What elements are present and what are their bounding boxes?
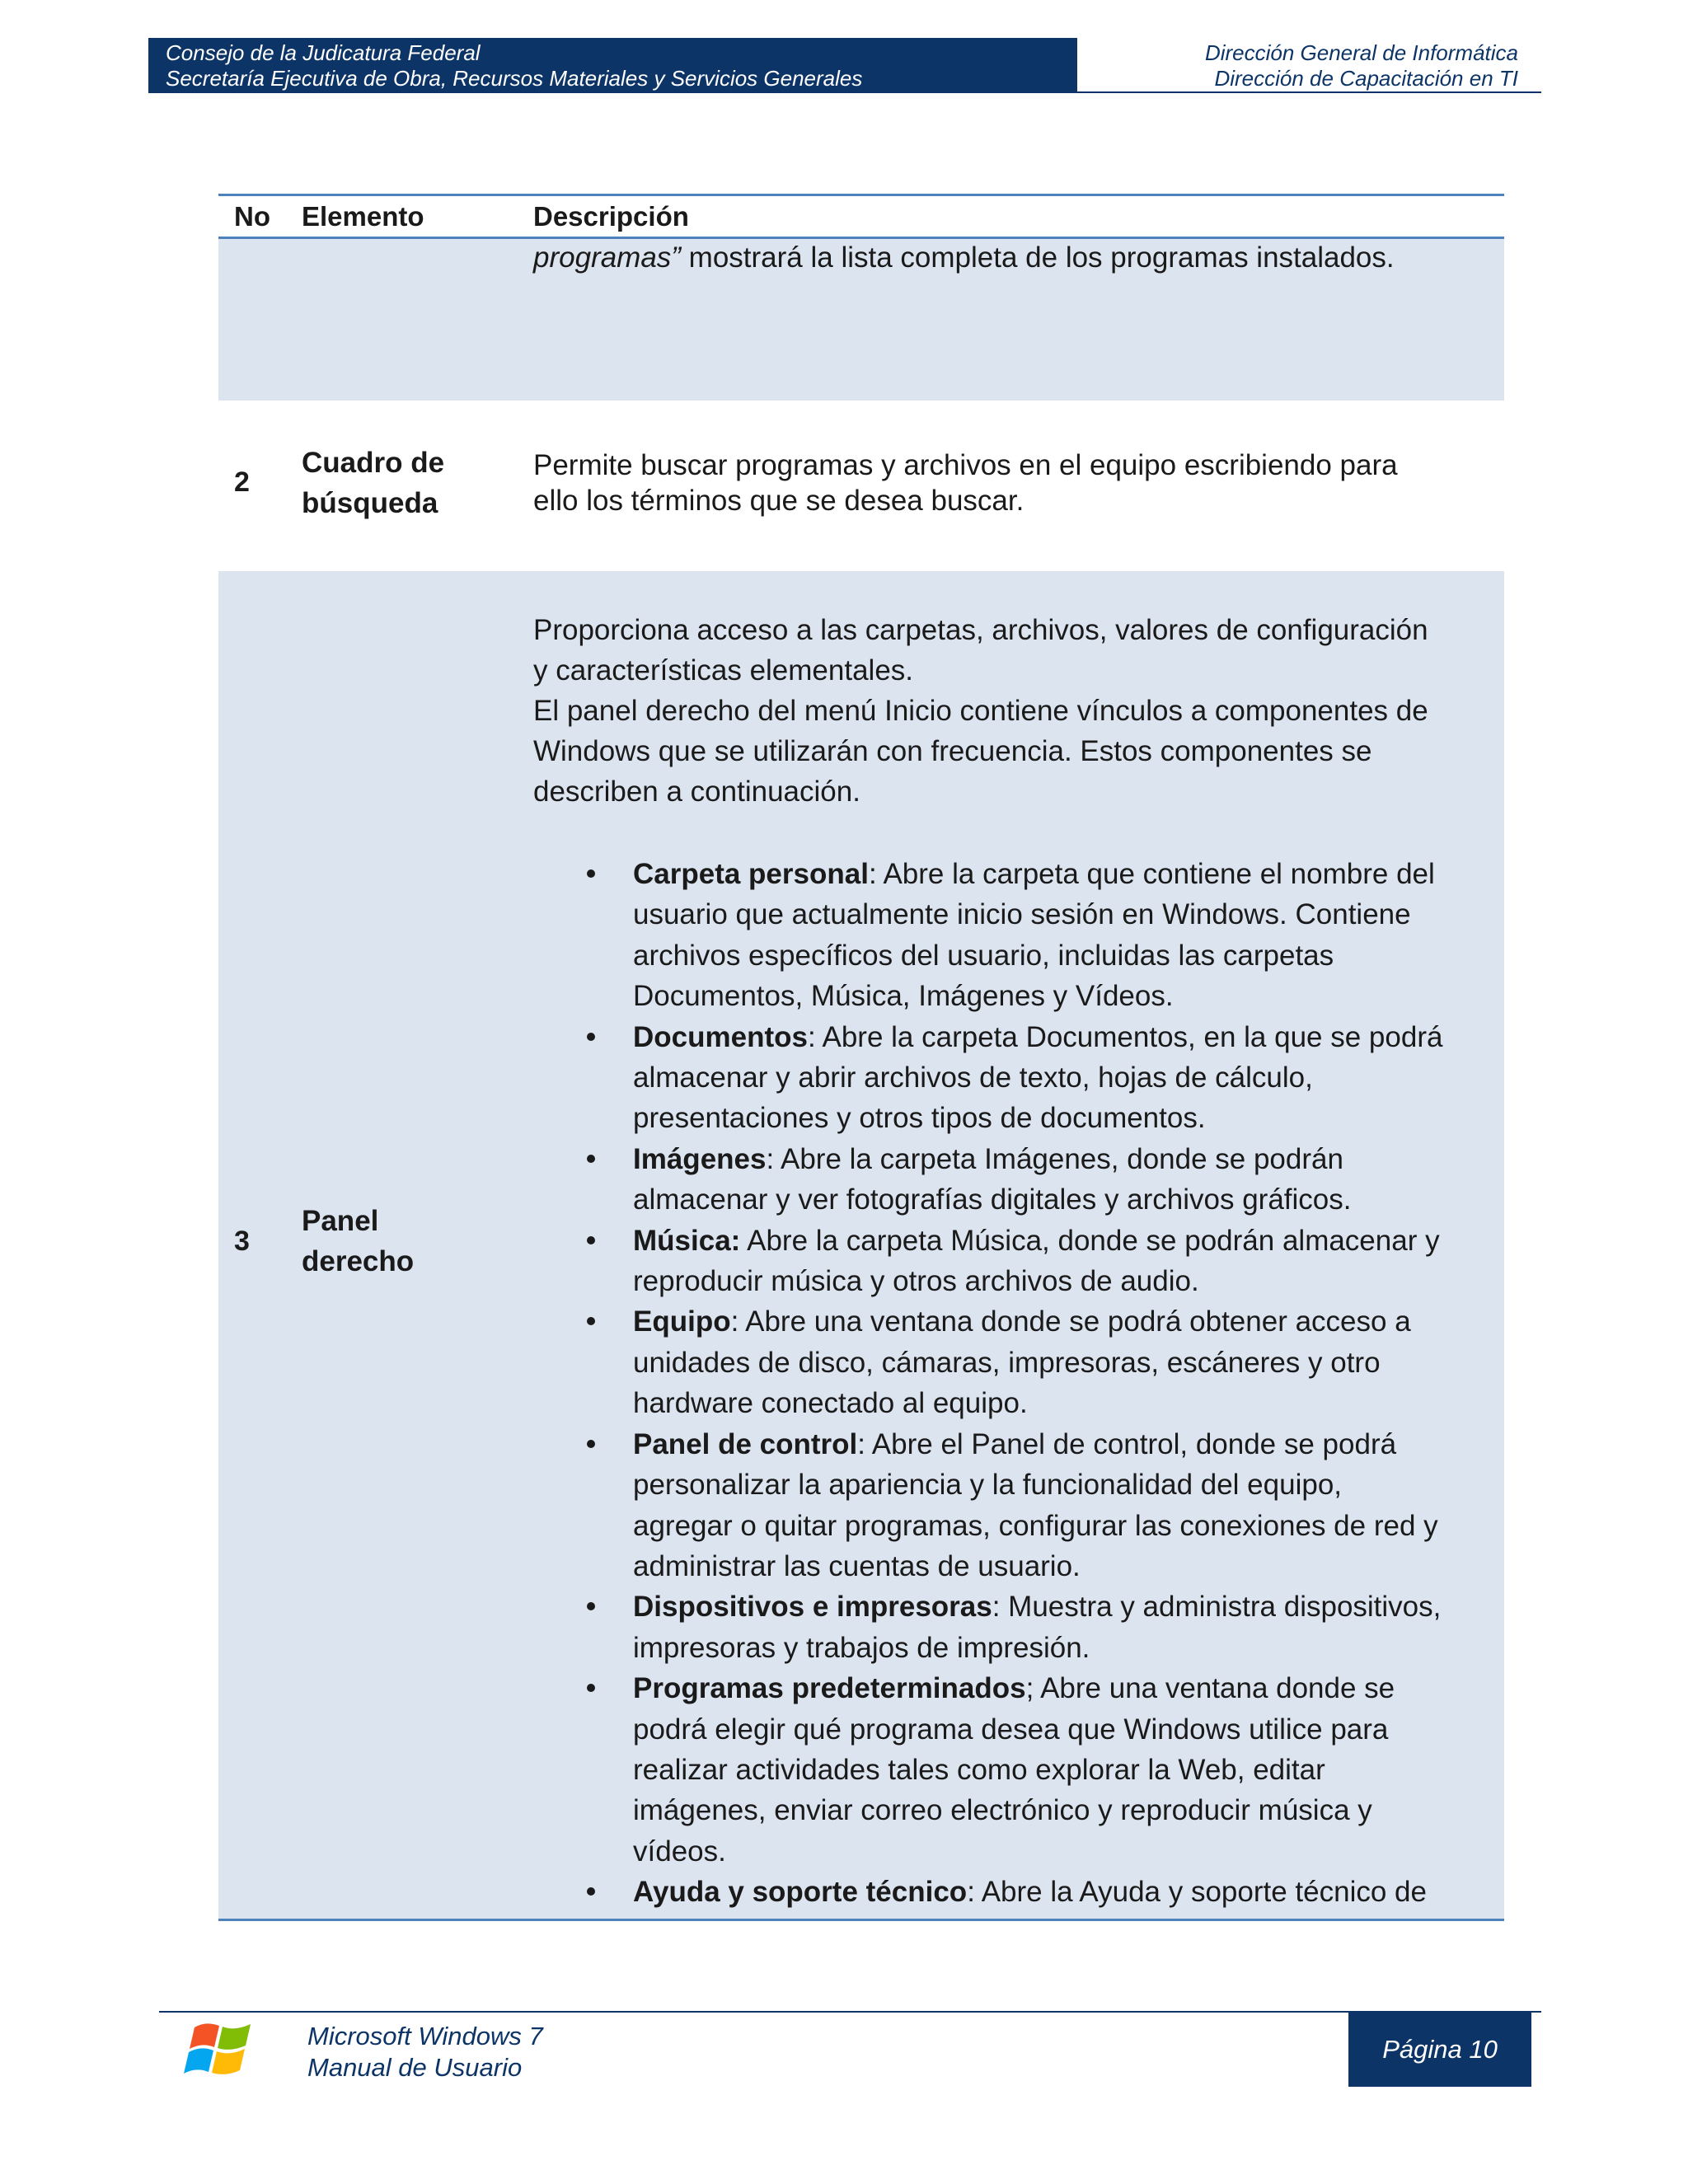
- bullet-text: Abre la carpeta Música, donde se podrán almacenar y: [740, 1224, 1440, 1257]
- table-header-row: [218, 196, 1504, 237]
- bullet-dot-icon: [587, 1033, 595, 1041]
- bullet-text: administrar las cuentas de usuario.: [633, 1549, 1081, 1582]
- bullet-text: : Abre una ventana donde se podrá obtener acceso a: [730, 1305, 1411, 1338]
- row-2-number: 2: [234, 466, 250, 498]
- row-2-description-line: ello los términos que se desea buscar.: [533, 485, 1025, 517]
- bullet-term: Ayuda y soporte técnico: [633, 1876, 968, 1909]
- bullet-dot-icon: [587, 1236, 595, 1244]
- bullet-line: [633, 935, 1498, 976]
- row-3-intro-line: Proporciona acceso a las carpetas, archivos, valores de configuración: [533, 614, 1428, 646]
- bullet-text: almacenar y abrir archivos de texto, hojas de cálculo,: [633, 1062, 1313, 1094]
- bullet-line: [633, 1506, 1498, 1546]
- bullet-dot-icon: [587, 1317, 595, 1325]
- bullet-item: [533, 1586, 1498, 1668]
- row-3-element-line: Panel: [302, 1205, 379, 1237]
- bullet-text: personalizar la apariencia y la funcionalidad del equipo,: [633, 1469, 1343, 1502]
- header-department: Dirección de Capacitación en TI: [1214, 66, 1518, 91]
- bullet-text: : Abre la carpeta que contiene el nombre del: [868, 858, 1435, 890]
- bullet-item: [533, 1139, 1498, 1221]
- bullet-line: [633, 1139, 1498, 1179]
- row-2-element: [302, 443, 444, 523]
- bullet-line: [633, 1709, 1498, 1750]
- bullet-text: Documentos, Música, Imágenes y Vídeos.: [633, 980, 1174, 1013]
- bullet-item: [533, 854, 1498, 1017]
- bullet-line: [633, 1383, 1498, 1423]
- row-3-element: [302, 1201, 414, 1282]
- bullet-line: [633, 1831, 1498, 1872]
- bullet-text: usuario que actualmente inicio sesión en Windows. Contiene: [633, 898, 1411, 931]
- bullet-term: Carpeta personal: [633, 858, 869, 890]
- bullet-term: Documentos: [633, 1020, 808, 1053]
- bullet-term: Imágenes: [633, 1142, 767, 1175]
- bullet-term: Programas predeterminados: [633, 1672, 1026, 1705]
- bullet-item: [533, 1017, 1498, 1139]
- bullet-term: Dispositivos e impresoras: [633, 1591, 992, 1624]
- bullet-item: [533, 1668, 1498, 1872]
- page-number: Página 10: [1348, 2012, 1531, 2087]
- windows-logo-icon: [183, 2014, 259, 2085]
- bullet-line: [633, 1668, 1498, 1708]
- bullet-text: : Abre la carpeta Imágenes, donde se podrán: [766, 1142, 1343, 1175]
- header-divider: [148, 91, 1541, 93]
- bullet-text: : Abre la carpeta Documentos, en la que se podrá: [807, 1020, 1443, 1053]
- bullet-term: Panel de control: [633, 1427, 858, 1460]
- bullet-item: [533, 1872, 1498, 1912]
- header-organization: Consejo de la Judicatura Federal: [166, 40, 481, 65]
- row-3-intro-line: describen a continuación.: [533, 776, 860, 808]
- bullet-line: [633, 1017, 1498, 1057]
- footer-divider: [159, 2011, 1541, 2013]
- column-header-no: No: [234, 201, 270, 232]
- bullet-text: unidades de disco, cámaras, impresoras, escáneres y otro: [633, 1346, 1381, 1379]
- row-3-intro-line: El panel derecho del menú Inicio contiene vínculos a componentes de: [533, 695, 1428, 727]
- footer-product: Microsoft Windows 7: [307, 2022, 543, 2050]
- bullet-text: : Abre la Ayuda y soporte técnico de: [967, 1876, 1427, 1909]
- bullet-line: [633, 1872, 1498, 1912]
- bullet-item: [533, 1301, 1498, 1423]
- bullet-text: podrá elegir qué programa desea que Windows utilice para: [633, 1713, 1389, 1746]
- bullet-line: [633, 1179, 1498, 1220]
- bullet-dot-icon: [587, 1602, 595, 1610]
- header-right-block: [1080, 38, 1528, 92]
- bullet-line: [633, 1465, 1498, 1505]
- row-1-description: [533, 237, 1498, 278]
- header-left-block: [148, 38, 1077, 92]
- row-3-bullet-list: [533, 854, 1498, 1913]
- bullet-line: [633, 1098, 1498, 1138]
- bullet-line: [633, 1343, 1498, 1383]
- bullet-item: [533, 1221, 1498, 1302]
- bullet-term: Música:: [633, 1224, 741, 1257]
- bullet-line: [633, 1261, 1498, 1301]
- header-secretariat: Secretaría Ejecutiva de Obra, Recursos Materiales y Servicios Generales: [166, 66, 863, 91]
- row-1-description-text: mostrará la lista completa de los programas instalados.: [680, 241, 1395, 274]
- footer-title: [307, 2021, 543, 2083]
- bullet-line: [633, 1301, 1498, 1342]
- bullet-dot-icon: [587, 1887, 595, 1896]
- bullet-text: : Muestra y administra dispositivos,: [992, 1591, 1442, 1624]
- bullet-dot-icon: [587, 1155, 595, 1163]
- bullet-line: [633, 854, 1498, 894]
- column-header-description: Descripción: [533, 201, 689, 232]
- bullet-text: realizar actividades tales como explorar la Web, editar: [633, 1753, 1325, 1786]
- bullet-line: [633, 1750, 1498, 1790]
- bullet-text: imágenes, enviar correo electrónico y reproducir música y: [633, 1794, 1372, 1827]
- row-3-number: 3: [234, 1226, 250, 1257]
- bullet-text: agregar o quitar programas, configurar las conexiones de red y: [633, 1509, 1438, 1542]
- bullet-text: hardware conectado al equipo.: [633, 1387, 1028, 1420]
- row-1-description-italic: programas”: [533, 241, 681, 274]
- bullet-line: [633, 1586, 1498, 1627]
- bullet-line: [633, 1546, 1498, 1586]
- bullet-text: : Abre el Panel de control, donde se podrá: [857, 1427, 1397, 1460]
- bullet-text: reproducir música y otros archivos de audio.: [633, 1265, 1199, 1298]
- bullet-text: presentaciones y otros tipos de documentos.: [633, 1102, 1206, 1135]
- bullet-text: ; Abre una ventana donde se: [1025, 1672, 1395, 1705]
- bullet-list: [533, 854, 1498, 1913]
- bullet-text: archivos específicos del usuario, incluidas las carpetas: [633, 939, 1334, 972]
- bullet-line: [633, 1057, 1498, 1098]
- bullet-line: [633, 1424, 1498, 1465]
- row-3-intro-line: Windows que se utilizarán con frecuencia. Estos componentes se: [533, 735, 1372, 767]
- table-bottom-rule: [218, 1919, 1504, 1921]
- bullet-line: [633, 1790, 1498, 1830]
- footer-manual: Manual de Usuario: [307, 2053, 523, 2082]
- column-header-element: Elemento: [302, 201, 424, 232]
- header-directorate: Dirección General de Informática: [1204, 40, 1518, 65]
- bullet-term: Equipo: [633, 1305, 731, 1338]
- row-2-description: [533, 448, 1498, 518]
- bullet-text: almacenar y ver fotografías digitales y archivos gráficos.: [633, 1183, 1352, 1216]
- bullet-item: [533, 1424, 1498, 1587]
- bullet-line: [633, 894, 1498, 935]
- row-2-element-line: búsqueda: [302, 487, 438, 519]
- bullet-line: [633, 1628, 1498, 1668]
- bullet-line: [633, 1221, 1498, 1261]
- row-3-intro: [533, 610, 1498, 812]
- bullet-dot-icon: [587, 869, 595, 878]
- row-2-description-line: Permite buscar programas y archivos en el equipo escribiendo para: [533, 449, 1398, 481]
- bullet-line: [633, 976, 1498, 1016]
- bullet-dot-icon: [587, 1440, 595, 1448]
- bullet-text: vídeos.: [633, 1835, 726, 1868]
- bullet-text: impresoras y trabajos de impresión.: [633, 1631, 1090, 1664]
- row-3-intro-line: y características elementales.: [533, 654, 914, 687]
- row-3-element-line: derecho: [302, 1245, 415, 1277]
- bullet-dot-icon: [587, 1684, 595, 1692]
- row-2-element-line: Cuadro de: [302, 447, 445, 479]
